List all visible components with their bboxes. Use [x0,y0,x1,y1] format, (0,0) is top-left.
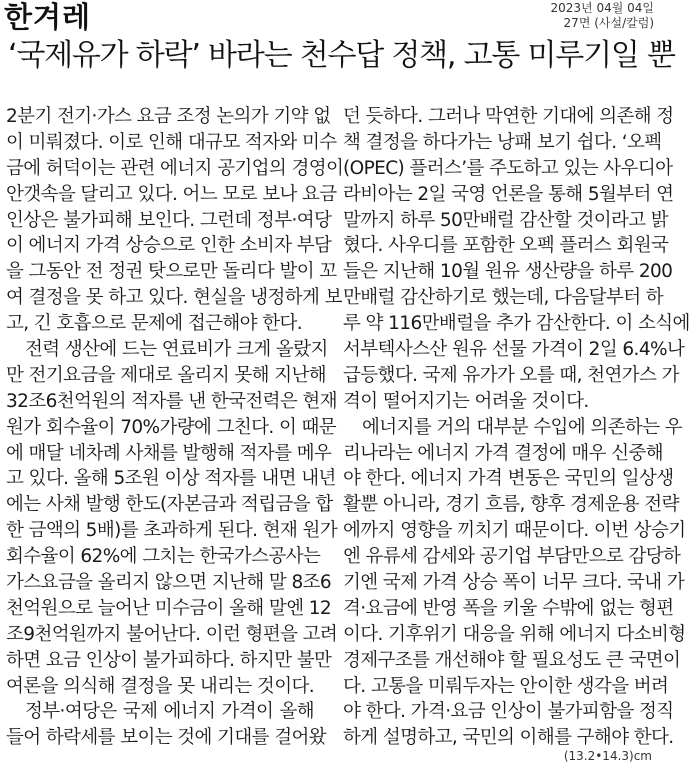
text-line: 엔 유류세 감세와 공기업 부담만으로 감당하 [343,546,681,568]
text-line: 에너지를 거의 대부분 수입에 의존하는 우 [362,416,683,438]
text-line: 한 금액의 5배)를 초과하게 된다. 현재 원가 [6,520,338,542]
text-line: 경제구조를 개선해야 할 필요성도 큰 국면이 [343,649,681,671]
text-line: 을 그동안 전 정권 탓으로만 돌리다 발이 꼬 [6,261,337,283]
text-line: 금에 허덕이는 관련 에너지 공기업의 경영이 [6,157,344,179]
text-line: 만 전기요금을 제대로 올리지 못해 지난해 [6,364,327,386]
article-column-1 [6,104,344,751]
text-line: 조9천억원까지 불어난다. 이런 형편을 고려 [6,623,338,645]
text-line: 라비아는 2일 국영 언론을 통해 5월부터 연 [343,183,674,205]
text-line: 고 있다. 올해 5조원 이상 적자를 내면 내년 [6,468,336,490]
text-line: 이 미뤄졌다. 이로 인해 대규모 적자와 미수 [6,131,337,153]
text-line: 에까지 영향을 끼치기 때문이다. 이번 상승기 [343,520,686,542]
text-line: (OPEC) 플러스’를 주도하고 있는 사우디아 [343,157,673,179]
text-line: 리나라는 에너지 가격 결정에 매우 신중해 [343,442,664,464]
text-line: 들어 하락세를 보이는 것에 기대를 걸어왔 [6,727,327,749]
text-line: 하면 요금 인상이 불가피하다. 하지만 불만 [6,649,332,671]
text-line: 서부텍사스산 원유 선물 가격이 2일 6.4%나 [343,339,685,361]
newspaper-logo: 한겨레 [4,0,92,34]
page-section: 27면 (사설/칼럼) [563,16,654,30]
text-line: 격이 떨어지기는 어려울 것이다. [343,390,589,412]
text-line: 고, 긴 호흡으로 문제에 접근해야 한다. [6,313,303,335]
text-line: 들은 지난해 10월 원유 생산량을 하루 200 [343,261,673,283]
text-line: 야 한다. 에너지 가격 변동은 국민의 일상생 [343,468,674,490]
clipping-size: (13.2•14.3)cm [563,749,652,763]
text-line: 혔다. 사우디를 포함한 오펙 플러스 회원국 [343,235,669,257]
text-line: 에 매달 네차례 사채를 발행해 적자를 메우 [6,442,332,464]
text-line: 만배럴 감산하기로 했는데, 다음달부터 하 [343,287,664,309]
text-line: 전력 생산에 드는 연료비가 크게 올랐지 [25,339,328,361]
text-line: 이다. 기후위기 대응을 위해 에너지 다소비형 [343,623,686,645]
text-line: 하게 설명하고, 국민의 이해를 구해야 한다. [343,727,674,749]
editorial-headline: ‘국제유가 하락’ 바라는 천수답 정책, 고통 미루기일 뿐 [8,38,675,73]
text-line: 여론을 의식해 결정을 못 내리는 것이다. [6,675,315,697]
text-line: 기엔 국제 가격 상승 폭이 너무 크다. 국내 가 [343,572,685,594]
text-line: 여 결정을 못 하고 있다. 현실을 냉정하게 보 [6,287,342,309]
publication-info [551,1,654,31]
text-line: 격·요금에 반영 폭을 키울 수밖에 없는 형편 [343,597,674,619]
text-line: 원가 회수율이 70%가량에 그친다. 이 때문 [6,416,337,438]
text-line: 정부·여당은 국제 에너지 가격이 올해 [25,701,314,723]
text-line: 책 결정을 하다가는 낭패 보기 쉽다. ‘오펙 [343,131,662,153]
text-line: 인상은 불가피해 보인다. 그런데 정부·여당 [6,209,332,231]
text-line: 2분기 전기·가스 요금 조정 논의가 기약 없 [6,106,331,127]
text-line: 이 에너지 가격 상승으로 인한 소비자 부담 [6,235,332,257]
text-line: 야 한다. 가격·요금 인상이 불가피함을 정직 [343,701,674,723]
text-line: 루 약 116만배럴을 추가 감산한다. 이 소식에 [343,313,690,335]
text-line: 에는 사채 발행 한도(자본금과 적립금을 합 [6,494,333,516]
text-line: 던 듯하다. 그러나 막연한 기대에 의존해 정 [343,106,674,127]
text-line: 안갯속을 달리고 있다. 어느 모로 보나 요금 [6,183,337,205]
text-line: 다. 고통을 미뤄두자는 안이한 생각을 버려 [343,675,669,697]
text-line: 천억원으로 늘어난 미수금이 올해 말엔 12 [6,597,332,619]
publication-date: 2023년 04월 04일 [550,1,654,15]
text-line: 32조6천억원의 적자를 낸 한국전력은 현재 [6,390,337,412]
text-line: 급등했다. 국제 유가가 오를 때, 천연가스 가 [343,364,679,386]
article-column-2 [343,104,690,751]
text-line: 활뿐 아니라, 경기 흐름, 향후 경제운용 전략 [343,494,679,516]
text-line: 말까지 하루 50만배럴 감산할 것이라고 밝 [343,209,669,231]
text-line: 가스요금을 올리지 않으면 지난해 말 8조6 [6,572,332,594]
text-line: 회수율이 62%에 그치는 한국가스공사는 [6,546,321,568]
